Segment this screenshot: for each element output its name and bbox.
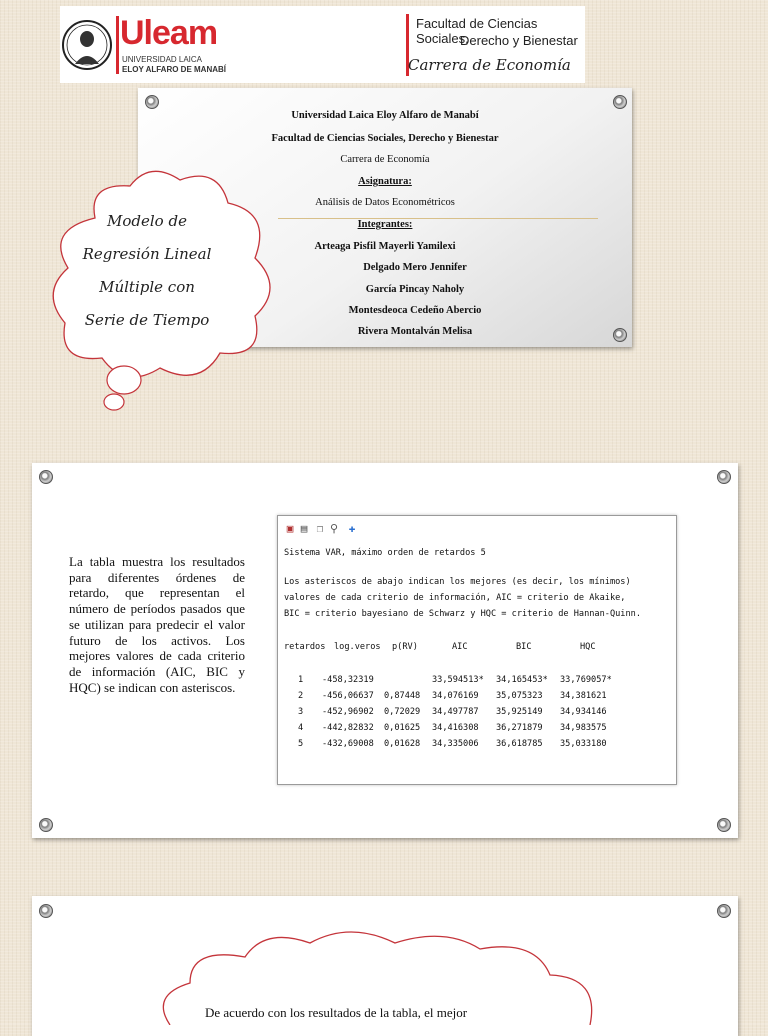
- pin-icon: [717, 470, 731, 484]
- university-name: Universidad Laica Eloy Alfaro de Manabí: [291, 110, 479, 121]
- column-header: p(RV): [392, 642, 418, 652]
- subject-label: Asignatura:: [358, 176, 412, 187]
- output-note-2: valores de cada criterio de información, AIC = criterio de Akaike,: [284, 593, 626, 603]
- table-cell: -442,82832: [322, 723, 374, 733]
- add-icon[interactable]: ✚: [348, 522, 356, 535]
- print-icon[interactable]: ▤: [300, 522, 308, 535]
- column-header: log.veros: [334, 642, 381, 652]
- table-cell: 3: [298, 707, 304, 717]
- career-name: Carrera de Economía: [340, 154, 430, 165]
- save-icon[interactable]: ▣: [286, 522, 294, 535]
- table-cell: 2: [298, 691, 304, 701]
- member-1: Arteaga Pisfil Mayerli Yamilexi: [314, 241, 456, 252]
- table-cell: -458,32319: [322, 675, 374, 685]
- output-header: Sistema VAR, máximo orden de retardos 5: [284, 548, 486, 558]
- pin-icon: [39, 904, 53, 918]
- table-cell: 1: [298, 675, 304, 685]
- table-cell: 34,381621: [560, 691, 607, 701]
- cloud-title-line1: Modelo de: [107, 212, 187, 230]
- cloud-title-line4: Serie de Tiempo: [84, 311, 210, 329]
- pin-icon: [717, 818, 731, 832]
- logo-sub2: ELOY ALFARO DE MANABÍ: [122, 65, 227, 74]
- table-cell: 36,271879: [496, 723, 543, 733]
- column-header: BIC: [516, 642, 532, 652]
- table-cell: 34,497787: [432, 707, 479, 717]
- column-header: HQC: [580, 642, 596, 652]
- faculty-name: Facultad de Ciencias Sociales, Derecho y Bienestar: [271, 133, 499, 144]
- column-header: retardos: [284, 642, 326, 652]
- conclusion-text: De acuerdo con los resultados de la tabla, el mejor: [205, 1005, 468, 1020]
- pin-icon: [613, 95, 627, 109]
- logo-name: Uleam: [120, 14, 218, 52]
- pin-icon: [39, 470, 53, 484]
- header-banner: [60, 6, 585, 83]
- table-cell: 33,769057*: [560, 675, 612, 685]
- table-cell: 34,335006: [432, 739, 479, 749]
- table-cell: 34,076169: [432, 691, 479, 701]
- cloud-title-line2: Regresión Lineal: [82, 245, 212, 263]
- cloud-title: [62, 205, 232, 337]
- column-header: AIC: [452, 642, 468, 652]
- var-output-window: [277, 515, 677, 785]
- table-cell: 34,416308: [432, 723, 479, 733]
- table-cell: 0,72029: [384, 707, 421, 717]
- table-cell: 0,01625: [384, 723, 421, 733]
- table-cell: 33,594513*: [432, 675, 484, 685]
- table-cell: -452,96902: [322, 707, 374, 717]
- member-2: Delgado Mero Jennifer: [363, 262, 467, 273]
- subject-name: Análisis de Datos Econométricos: [315, 197, 455, 208]
- table-cell: 5: [298, 739, 304, 749]
- table-cell: -432,69008: [322, 739, 374, 749]
- logo-sub1: UNIVERSIDAD LAICA: [122, 55, 203, 64]
- search-icon[interactable]: ⚲: [329, 522, 339, 535]
- pin-icon: [39, 818, 53, 832]
- table-cell: 35,033180: [560, 739, 607, 749]
- table-cell: 34,983575: [560, 723, 607, 733]
- explanation-paragraph: La tabla muestra los resultados para diferentes órdenes de retardo, que representan el número de períodos pasados que se utilizan para predecir el valor futuro de los activos. Los mejores valores de cada criterio de información (AIC, BIC y HQC) se indican con asteriscos.: [69, 554, 245, 695]
- pin-icon: [717, 904, 731, 918]
- table-cell: 35,925149: [496, 707, 543, 717]
- table-cell: 35,075323: [496, 691, 543, 701]
- table-cell: -456,06637: [322, 691, 374, 701]
- output-note-1: Los asteriscos de abajo indican los mejores (es decir, los mínimos): [284, 577, 631, 587]
- output-note-3: BIC = criterio bayesiano de Schwarz y HQC = criterio de Hannan-Quinn.: [284, 609, 641, 619]
- faculty-line2: Derecho y Bienestar: [460, 33, 578, 48]
- faculty-line1: Facultad de Ciencias Sociales,: [416, 16, 538, 46]
- table-cell: 0,87448: [384, 691, 421, 701]
- members-label: Integrantes:: [357, 219, 413, 230]
- pin-icon: [145, 95, 159, 109]
- cloud-title-line3: Múltiple con: [99, 278, 195, 296]
- table-cell: 36,618785: [496, 739, 543, 749]
- table-cell: 34,934146: [560, 707, 607, 717]
- table-cell: 4: [298, 723, 304, 733]
- table-cell: 0,01628: [384, 739, 421, 749]
- copy-icon[interactable]: ❐: [316, 522, 324, 535]
- member-4: Montesdeoca Cedeño Abercio: [348, 305, 482, 316]
- table-cell: 34,165453*: [496, 675, 548, 685]
- member-3: García Pincay Naholy: [365, 284, 465, 295]
- career-signature: Carrera de Economía: [408, 56, 571, 74]
- member-5: Rivera Montalván Melisa: [357, 326, 473, 337]
